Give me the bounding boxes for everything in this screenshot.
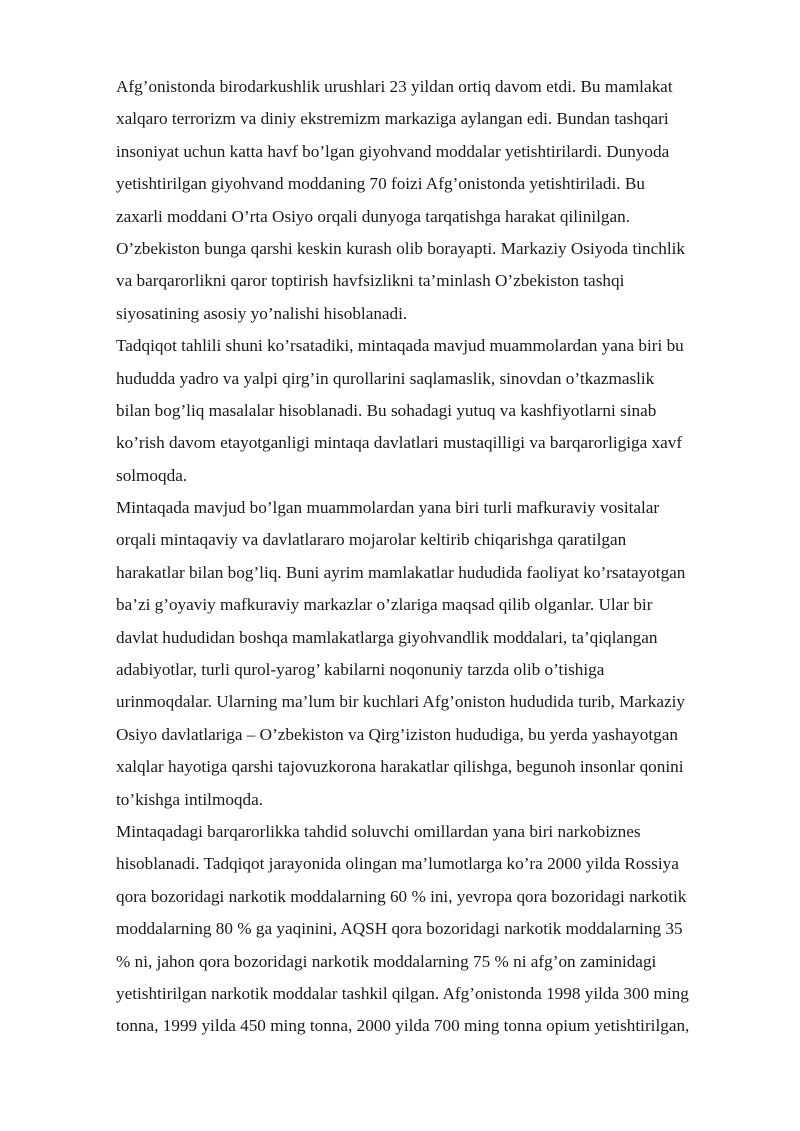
text-line: orqali mintaqaviy va davlatlararo mojarolar keltirib chiqarishga qaratilgan bbox=[116, 530, 627, 550]
text-line: solmoqda. bbox=[116, 465, 188, 485]
text-line: ba’zi g’oyaviy mafkuraviy markazlar o’zlariga maqsad qilib olganlar. Ular bir bbox=[116, 595, 653, 615]
text-line: tonna, 1999 yilda 450 ming tonna, 2000 yilda 700 ming tonna opium yetishtirilgan, bbox=[116, 1016, 690, 1036]
text-line: yetishtirilgan narkotik moddalar tashkil qilgan. Afg’onistonda 1998 yilda 300 ming bbox=[116, 983, 689, 1003]
text-line: ko’rish davom etayotganligi mintaqa davlatlari mustaqilligi va barqarorligiga xavf bbox=[116, 433, 683, 453]
text-line: urinmoqdalar. Ularning ma’lum bir kuchlari Afg’oniston hududida turib, Markaziy bbox=[116, 692, 685, 712]
text-line: Afg’onistonda birodarkushlik urushlari 23 yildan ortiq davom etdi. Bu mamlakat bbox=[116, 77, 673, 96]
text-line: yetishtirilgan giyohvand moddaning 70 foizi Afg’onistonda yetishtiriladi. Bu bbox=[116, 174, 645, 194]
text-line: siyosatining asosiy yo’nalishi hisoblanadi. bbox=[116, 303, 408, 323]
text-line: to’kishga intilmoqda. bbox=[116, 789, 264, 809]
text-line: hisoblanadi. Tadqiqot jarayonida olingan ma’lumotlarga ko’ra 2000 yilda Rossiya bbox=[116, 854, 679, 874]
text-line: adabiyotlar, turli qurol-yarog’ kabilarni noqonuniy tarzda olib o’tishiga bbox=[116, 660, 605, 680]
text-line: moddalarning 80 % ga yaqinini, AQSH qora bozoridagi narkotik moddalarning 35 bbox=[116, 919, 683, 939]
text-line: insoniyat uchun katta havf bo’lgan giyohvand moddalar yetishtirilardi. Dunyoda bbox=[116, 141, 670, 161]
text-line: O’zbekiston bunga qarshi keskin kurash olib borayapti. Markaziy Osiyoda tinchlik bbox=[116, 238, 685, 258]
text-line: xalqaro terrorizm va diniy ekstremizm markaziga aylangan edi. Bundan tashqari bbox=[116, 109, 669, 129]
text-line: xalqlar hayotiga qarshi tajovuzkorona harakatlar qilishga, begunoh insonlar qonini bbox=[116, 757, 684, 777]
text-line: harakatlar bilan bog’liq. Buni ayrim mamlakatlar hududida faoliyat ko’rsatayotgan bbox=[116, 562, 686, 582]
text-line: hududda yadro va yalpi qirg’in qurollarini saqlamaslik, sinovdan o’tkazmaslik bbox=[116, 368, 655, 388]
text-line: Mintaqadagi barqarorlikka tahdid soluvchi omillardan yana biri narkobiznes bbox=[116, 821, 641, 841]
body-text bbox=[116, 71, 746, 1043]
text-line: Tadqiqot tahlili shuni ko’rsatadiki, mintaqada mavjud muammolardan yana biri bu bbox=[116, 336, 684, 356]
text-line: zaxarli moddani O’rta Osiyo orqali dunyoga tarqatishga harakat qilinilgan. bbox=[116, 206, 631, 226]
text-line: davlat hududidan boshqa mamlakatlarga giyohvandlik moddalari, ta’qiqlangan bbox=[116, 627, 658, 647]
text-line: bilan bog’liq masalalar hisoblanadi. Bu sohadagi yutuq va kashfiyotlarni sinab bbox=[116, 400, 657, 420]
text-line: va barqarorlikni qaror toptirish havfsizlikni ta’minlash O’zbekiston tashqi bbox=[116, 271, 625, 291]
text-line: qora bozoridagi narkotik moddalarning 60 % ini, yevropa qora bozoridagi narkotik bbox=[116, 886, 687, 906]
text-line: % ni, jahon qora bozoridagi narkotik moddalarning 75 % ni afg’on zaminidagi bbox=[116, 951, 657, 971]
text-line: Osiyo davlatlariga – O’zbekiston va Qirg’iziston hududiga, bu yerda yashayotgan bbox=[116, 724, 678, 744]
text-line: Mintaqada mavjud bo’lgan muammolardan yana biri turli mafkuraviy vositalar bbox=[116, 498, 660, 518]
